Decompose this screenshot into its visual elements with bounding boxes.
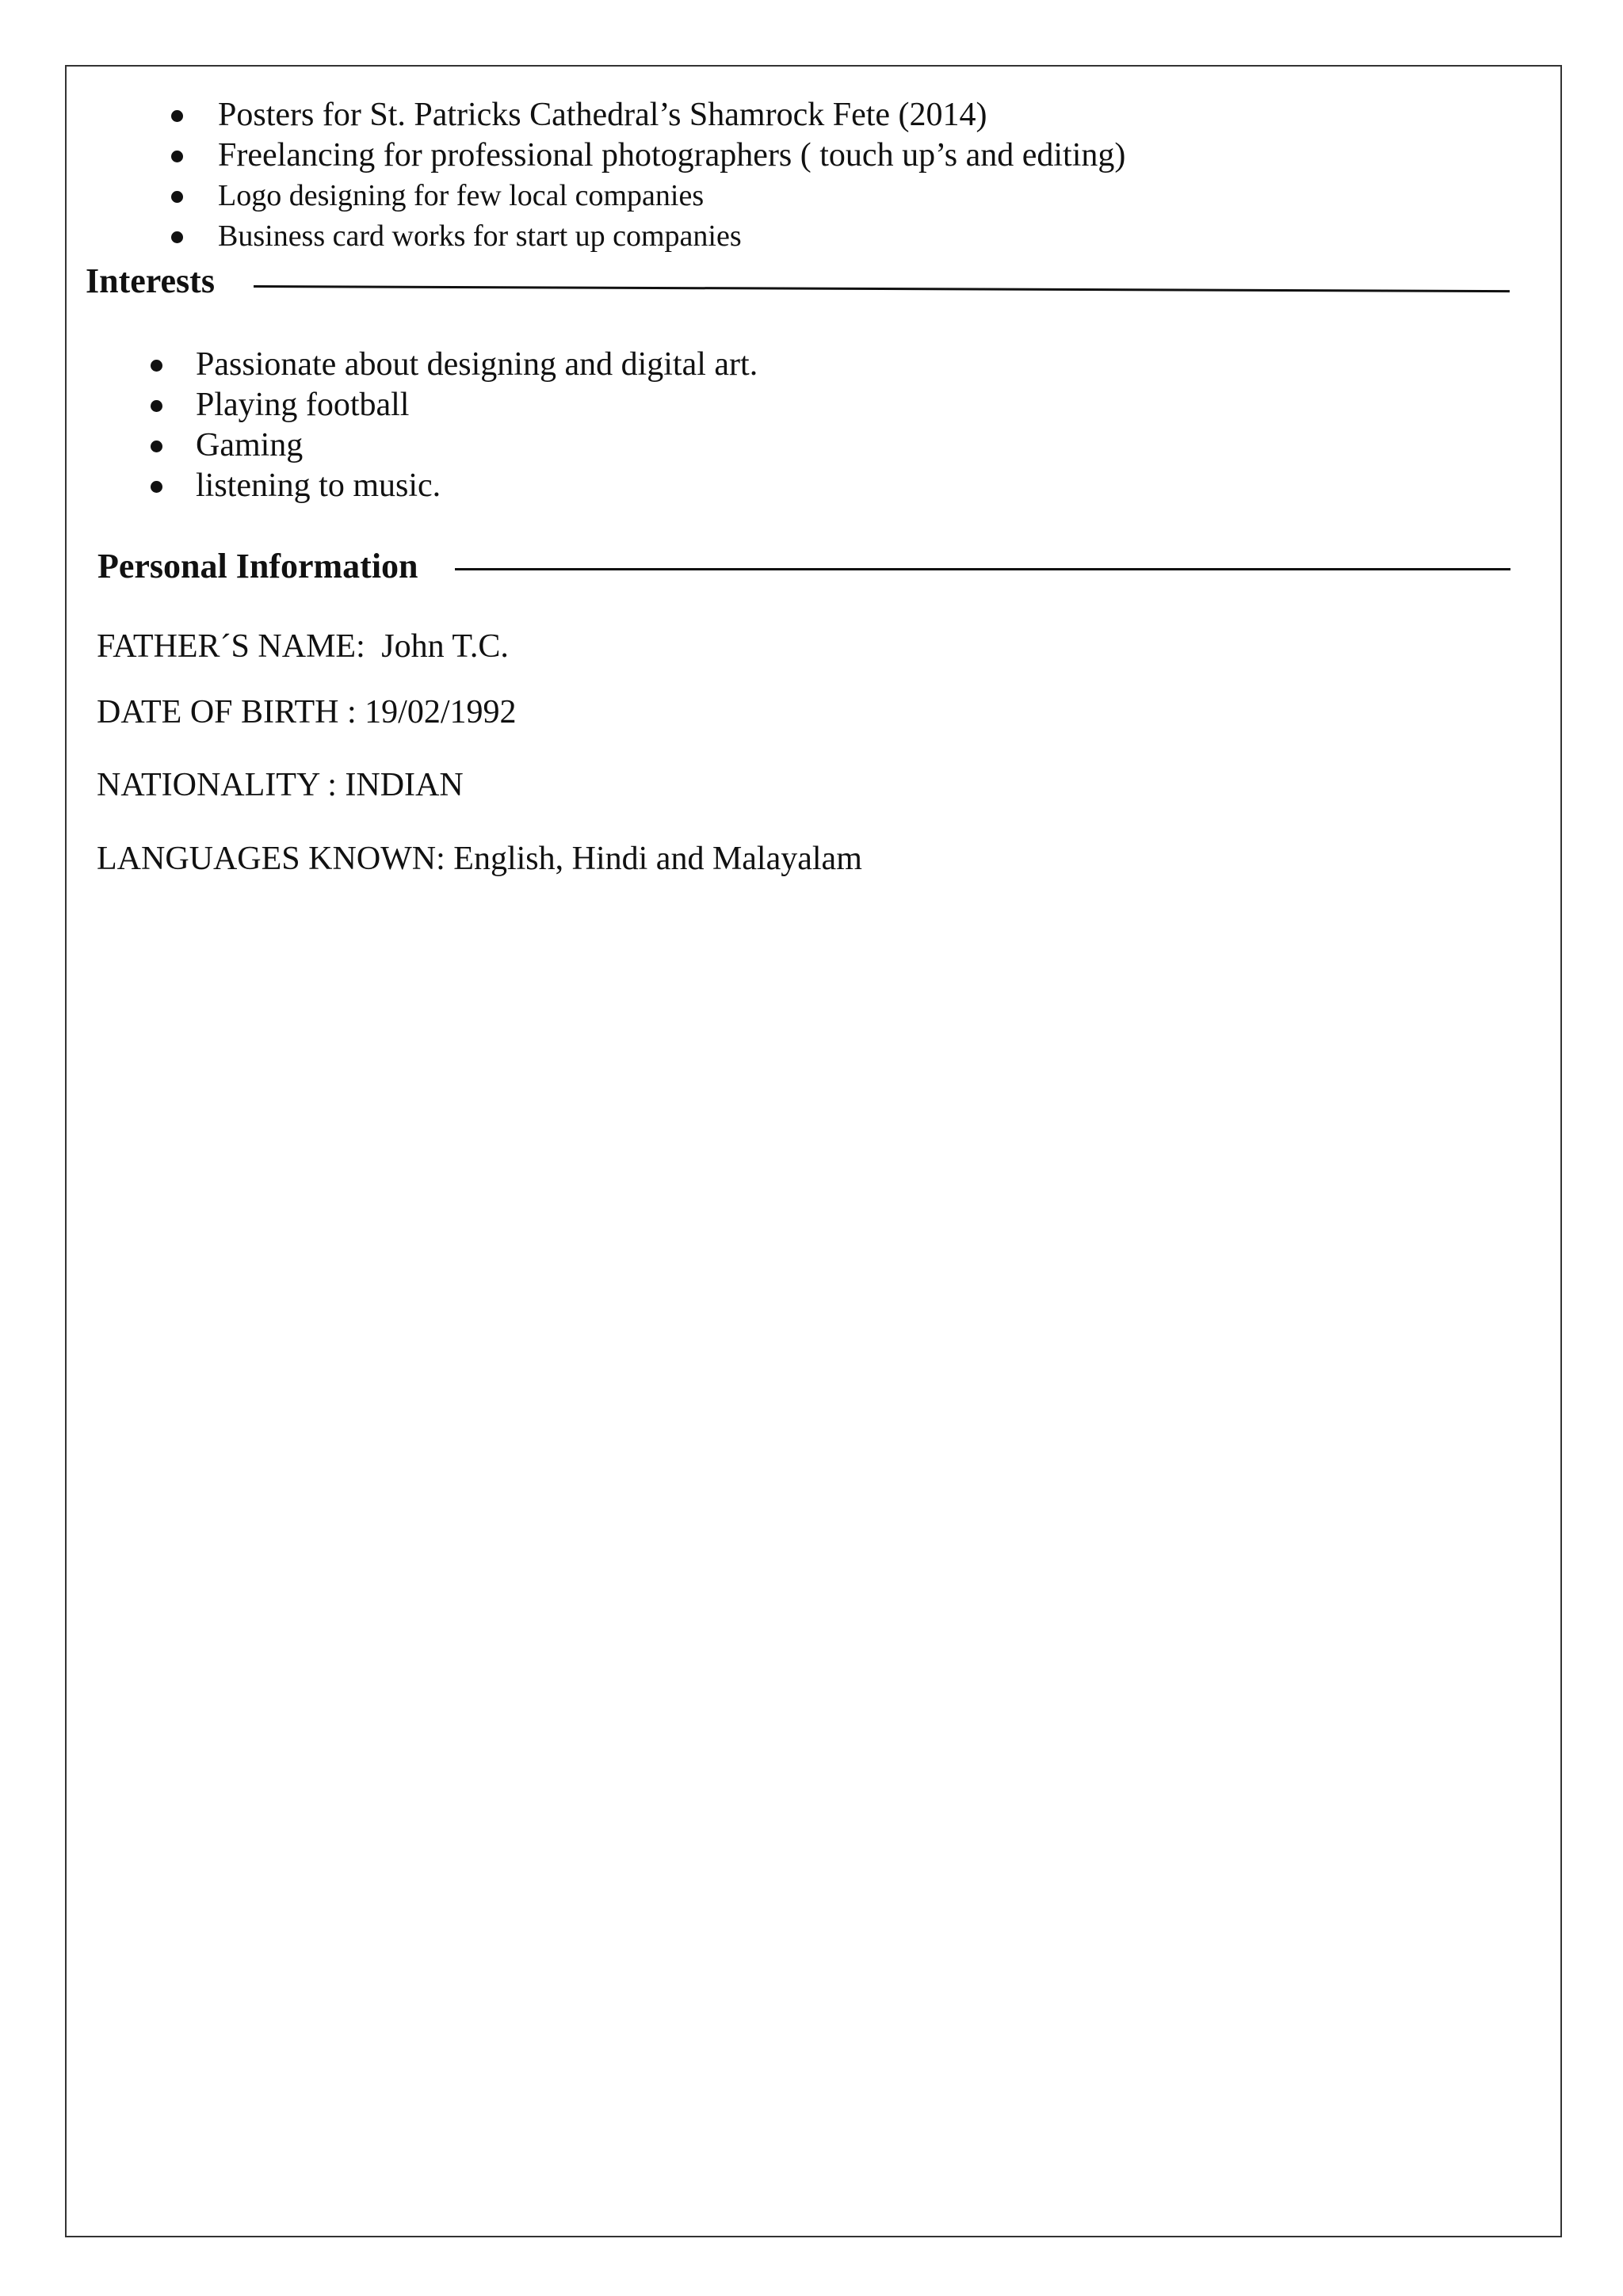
list-item <box>196 466 758 506</box>
interest-item-text: Gaming <box>196 427 304 463</box>
projects-list <box>218 95 1125 257</box>
interest-item-text: Passionate about designing and digital art. <box>196 346 758 383</box>
fathers-name-label: FATHER´S NAME: <box>97 628 365 665</box>
bullet-icon <box>151 441 162 452</box>
interests-list <box>196 345 758 506</box>
interests-heading: Interests <box>86 261 215 300</box>
list-item <box>218 216 1125 257</box>
project-item-text: Logo designing for few local companies <box>218 179 705 212</box>
list-item <box>196 425 758 466</box>
bullet-icon <box>151 360 162 372</box>
interest-item-text: listening to music. <box>196 467 441 504</box>
bullet-icon <box>171 191 183 203</box>
nationality-field: NATIONALITY : INDIAN <box>97 767 464 803</box>
languages-known-field: LANGUAGES KNOWN: English, Hindi and Malayalam <box>97 841 862 877</box>
bullet-icon <box>171 110 183 122</box>
fathers-name-value: John T.C. <box>381 628 509 665</box>
interest-item-text: Playing football <box>196 387 410 423</box>
personal-information-heading: Personal Information <box>97 547 418 585</box>
list-item <box>196 345 758 385</box>
fathers-name-field <box>97 630 509 663</box>
bullet-icon <box>171 231 183 243</box>
project-item-text: Business card works for start up companies <box>218 219 742 253</box>
project-item-text: Posters for St. Patricks Cathedral’s Shamrock Fete (2014) <box>218 97 987 133</box>
bullet-icon <box>151 400 162 412</box>
date-of-birth-field: DATE OF BIRTH : 19/02/1992 <box>97 694 517 730</box>
list-item <box>218 176 1125 216</box>
list-item <box>196 385 758 425</box>
bullet-icon <box>171 151 183 162</box>
bullet-icon <box>151 481 162 493</box>
list-item <box>218 95 1125 135</box>
personal-information-divider <box>455 568 1510 570</box>
project-item-text: Freelancing for professional photographers ( touch up’s and editing) <box>218 137 1126 174</box>
list-item <box>218 135 1125 176</box>
